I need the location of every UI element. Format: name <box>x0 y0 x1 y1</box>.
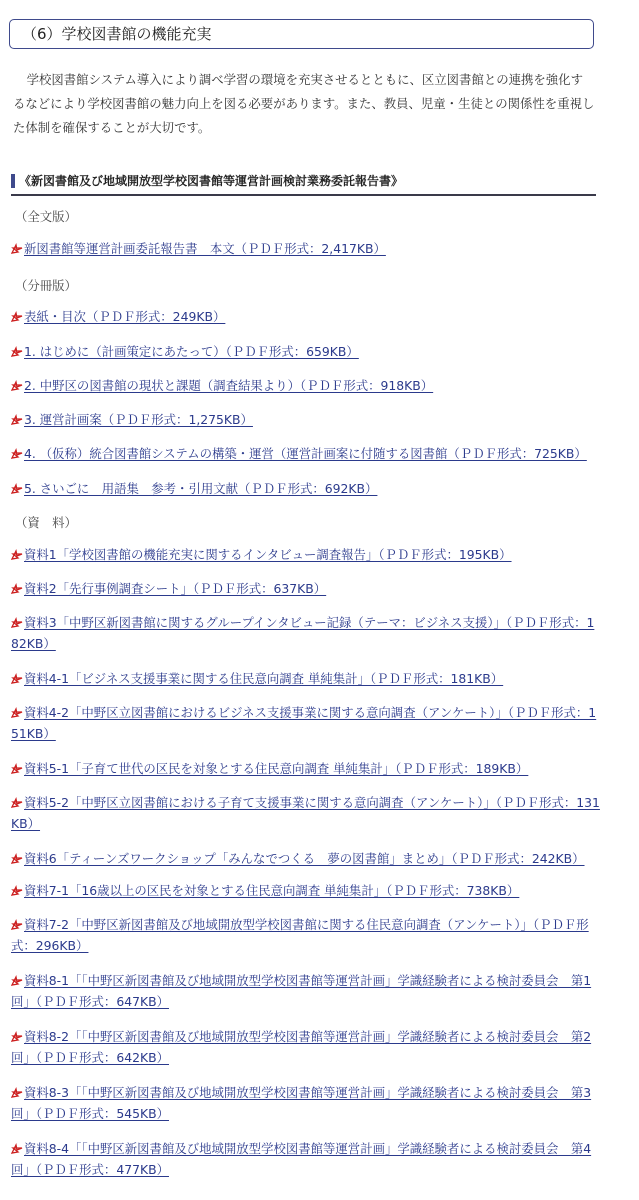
pdf-link-item <box>11 792 601 834</box>
pdf-icon <box>11 797 23 808</box>
pdf-icon <box>11 380 23 391</box>
pdf-link-item <box>11 668 601 689</box>
label-materials: （資 料） <box>15 515 77 530</box>
pdf-icon <box>11 346 23 357</box>
pdf-icon <box>11 1031 23 1042</box>
pdf-link-item <box>11 544 601 565</box>
link-full-text[interactable]: 新図書館等運営計画委託報告書 本文（ＰＤＦ形式：2,417KB） <box>24 241 386 256</box>
pdf-icon <box>11 707 23 718</box>
pdf-icon <box>11 483 23 494</box>
link-material-8-4[interactable]: 資料8-4「「中野区新図書館及び地域開放型学校図書館等運営計画」学識経験者による検討委員会 第4回」（ＰＤＦ形式：477KB） <box>11 1141 592 1177</box>
pdf-icon <box>11 673 23 684</box>
pdf-link-item <box>11 758 601 779</box>
pdf-link-item <box>11 1082 601 1124</box>
pdf-link-item <box>11 306 601 327</box>
pdf-link-item <box>11 880 601 901</box>
heading-accent-bar <box>11 174 15 188</box>
pdf-link-item <box>11 702 601 744</box>
section-heading: （6）学校図書館の機能充実 <box>9 19 594 49</box>
link-chapter-4[interactable]: 4. （仮称）統合図書館システムの構築・運営（運営計画案に付随する図書館（ＰＤＦ形式：725KB） <box>24 446 587 461</box>
link-material-8-1[interactable]: 資料8-1「「中野区新図書館及び地域開放型学校図書館等運営計画」学識経験者による検討委員会 第1回」（ＰＤＦ形式：647KB） <box>11 973 592 1009</box>
pdf-icon <box>11 583 23 594</box>
link-material-7-2[interactable]: 資料7-2「中野区新図書館及び地域開放型学校図書館に関する住民意向調査（アンケート）」（ＰＤＦ形式：296KB） <box>11 917 589 953</box>
link-material-1[interactable]: 資料1「学校図書館の機能充実に関するインタビュー調査報告」（ＰＤＦ形式：195KB） <box>24 547 512 562</box>
pdf-icon <box>11 549 23 560</box>
pdf-link-item <box>11 914 601 956</box>
intro-paragraph: 学校図書館システム導入により調べ学習の環境を充実させるとともに、区立図書館との連携を強化するなどにより学校図書館の魅力向上を図る必要があります。また、教員、児童・生徒との関係性を重視した体制を確保することが大切です。 <box>13 72 595 135</box>
link-material-3[interactable]: 資料3「中野区新図書館に関するグループインタビュー記録（テーマ：ビジネス支援）」（ＰＤＦ形式：182KB） <box>11 615 595 651</box>
link-material-8-3[interactable]: 資料8-3「「中野区新図書館及び地域開放型学校図書館等運営計画」学識経験者による検討委員会 第3回」（ＰＤＦ形式：545KB） <box>11 1085 592 1121</box>
link-chapter-5[interactable]: 5. さいごに 用語集 参考・引用文献（ＰＤＦ形式：692KB） <box>24 481 378 496</box>
link-material-4-2[interactable]: 資料4-2「中野区立図書館におけるビジネス支援事業に関する意向調査（アンケート）」（ＰＤＦ形式：151KB） <box>11 705 597 741</box>
pdf-link-item <box>11 478 601 499</box>
pdf-icon <box>11 763 23 774</box>
link-material-4-1[interactable]: 資料4-1「ビジネス支援事業に関する住民意向調査 単純集計」（ＰＤＦ形式：181KB） <box>24 671 504 686</box>
pdf-icon <box>11 853 23 864</box>
pdf-icon <box>11 975 23 986</box>
pdf-link-item <box>11 578 601 599</box>
pdf-icon <box>11 243 23 254</box>
pdf-link-item <box>11 970 601 1012</box>
report-title <box>11 170 596 196</box>
pdf-icon <box>11 885 23 896</box>
pdf-link-item <box>11 238 601 259</box>
pdf-link-item <box>11 1026 601 1068</box>
link-material-8-2[interactable]: 資料8-2「「中野区新図書館及び地域開放型学校図書館等運営計画」学識経験者による検討委員会 第2回」（ＰＤＦ形式：642KB） <box>11 1029 592 1065</box>
pdf-link-item <box>11 1138 601 1180</box>
pdf-link-item <box>11 375 601 396</box>
link-cover-contents[interactable]: 表紙・目次（ＰＤＦ形式：249KB） <box>24 309 226 324</box>
link-material-6[interactable]: 資料6「ティーンズワークショップ「みんなでつくる 夢の図書館」まとめ」（ＰＤＦ形式：242KB） <box>24 851 585 866</box>
pdf-icon <box>11 617 23 628</box>
link-material-2[interactable]: 資料2「先行事例調査シート」（ＰＤＦ形式：637KB） <box>24 581 327 596</box>
link-chapter-2[interactable]: 2. 中野区の図書館の現状と課題（調査結果より）（ＰＤＦ形式：918KB） <box>24 378 434 393</box>
pdf-icon <box>11 448 23 459</box>
pdf-link-item <box>11 409 601 430</box>
link-chapter-3[interactable]: 3. 運営計画案（ＰＤＦ形式：1,275KB） <box>24 412 253 427</box>
pdf-icon <box>11 414 23 425</box>
pdf-link-item <box>11 612 601 654</box>
label-split-version: （分冊版） <box>15 278 77 293</box>
pdf-link-item <box>11 443 601 464</box>
pdf-icon <box>11 919 23 930</box>
link-material-7-1[interactable]: 資料7-1「16歳以上の区民を対象とする住民意向調査 単純集計」（ＰＤＦ形式：738KB） <box>24 883 520 898</box>
link-chapter-1[interactable]: 1. はじめに（計画策定にあたって）（ＰＤＦ形式：659KB） <box>24 344 359 359</box>
link-material-5-1[interactable]: 資料5-1「子育て世代の区民を対象とする住民意向調査 単純集計」（ＰＤＦ形式：189KB） <box>24 761 529 776</box>
pdf-link-item <box>11 848 601 869</box>
pdf-icon <box>11 311 23 322</box>
pdf-icon <box>11 1087 23 1098</box>
label-full-version: （全文版） <box>15 209 77 224</box>
report-title-text: 《新図書館及び地域開放型学校図書館等運営計画検討業務委託報告書》 <box>19 174 404 188</box>
link-material-5-2[interactable]: 資料5-2「中野区立図書館における子育て支援事業に関する意向調査（アンケート）」（ＰＤＦ形式：131KB） <box>11 795 600 831</box>
pdf-icon <box>11 1143 23 1154</box>
pdf-link-item <box>11 341 601 362</box>
